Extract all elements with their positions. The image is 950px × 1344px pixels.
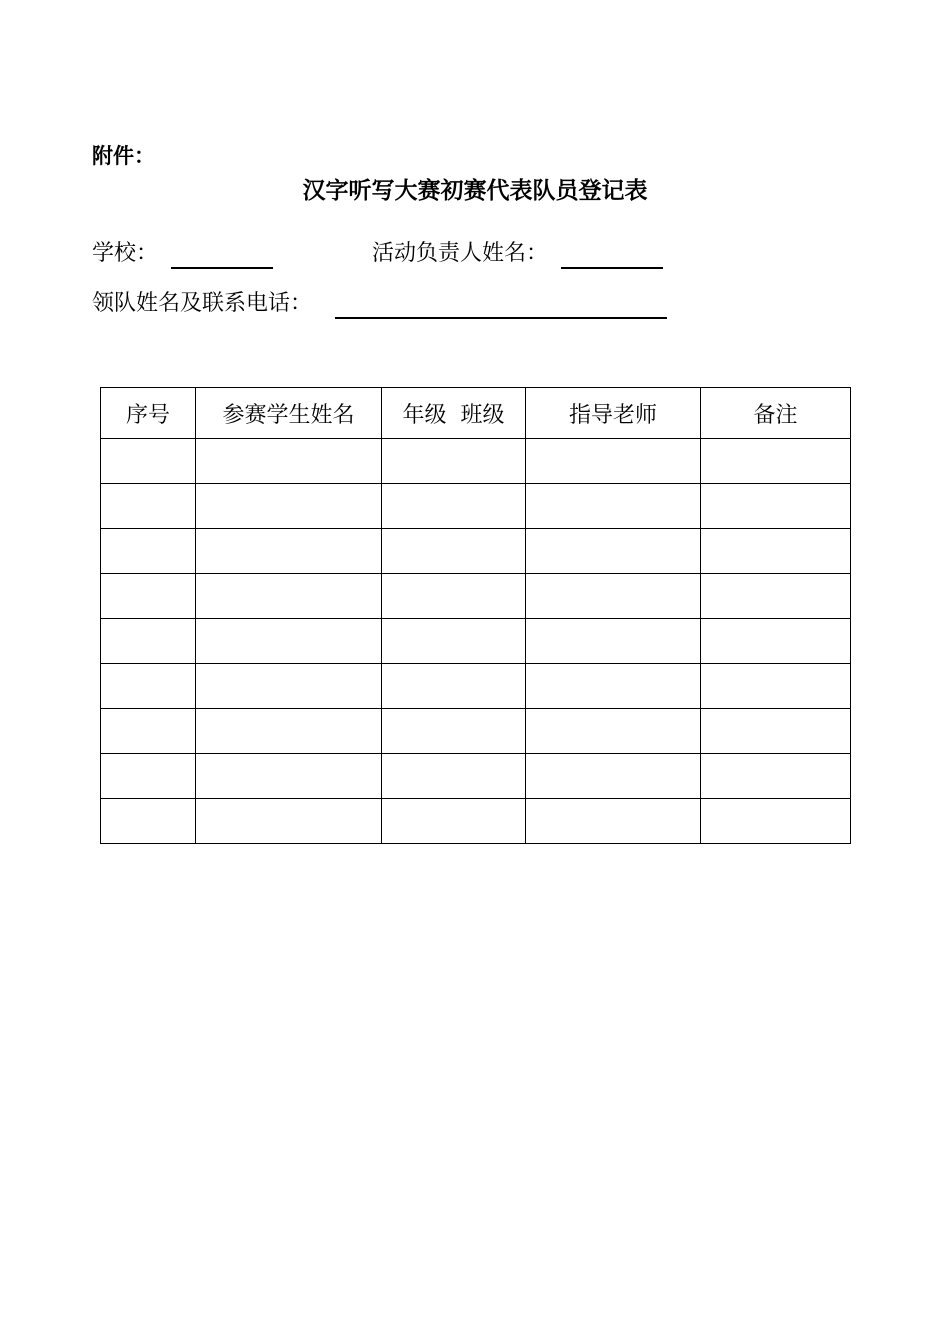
table-cell[interactable] bbox=[196, 799, 382, 844]
school-field bbox=[92, 239, 273, 269]
table-cell[interactable] bbox=[701, 799, 851, 844]
team-leader-contact-blank-line[interactable] bbox=[335, 292, 667, 319]
table-header-row bbox=[101, 388, 851, 439]
column-header-number: 序号 bbox=[101, 388, 196, 439]
table-cell[interactable] bbox=[526, 619, 701, 664]
table-cell[interactable] bbox=[101, 709, 196, 754]
table-cell[interactable] bbox=[701, 754, 851, 799]
team-leader-contact-label: 领队姓名及联系电话： bbox=[92, 291, 313, 316]
table-cell[interactable] bbox=[382, 439, 526, 484]
table-cell[interactable] bbox=[196, 574, 382, 619]
table-cell[interactable] bbox=[101, 529, 196, 574]
table-cell[interactable] bbox=[526, 439, 701, 484]
table-row bbox=[101, 439, 851, 484]
table-cell[interactable] bbox=[101, 484, 196, 529]
table-cell[interactable] bbox=[196, 664, 382, 709]
table-cell[interactable] bbox=[382, 484, 526, 529]
school-label: 学校： bbox=[92, 241, 159, 266]
activity-leader-label: 活动负责人姓名： bbox=[372, 241, 549, 266]
table-row bbox=[101, 529, 851, 574]
table-cell[interactable] bbox=[382, 709, 526, 754]
table-row bbox=[101, 709, 851, 754]
table-cell[interactable] bbox=[382, 799, 526, 844]
table-row bbox=[101, 664, 851, 709]
table-cell[interactable] bbox=[196, 709, 382, 754]
table-cell[interactable] bbox=[101, 574, 196, 619]
table-row bbox=[101, 574, 851, 619]
table-cell[interactable] bbox=[701, 529, 851, 574]
attachment-label: 附件： bbox=[92, 144, 155, 168]
table-cell[interactable] bbox=[526, 529, 701, 574]
table-row bbox=[101, 754, 851, 799]
activity-leader-field bbox=[372, 239, 663, 269]
table-cell[interactable] bbox=[526, 799, 701, 844]
column-header-student-name: 参赛学生姓名 bbox=[196, 388, 382, 439]
table-cell[interactable] bbox=[196, 754, 382, 799]
table-cell[interactable] bbox=[382, 664, 526, 709]
table-cell[interactable] bbox=[101, 439, 196, 484]
table-cell[interactable] bbox=[101, 619, 196, 664]
table-cell[interactable] bbox=[701, 439, 851, 484]
table-cell[interactable] bbox=[382, 619, 526, 664]
table-cell[interactable] bbox=[526, 754, 701, 799]
table-cell[interactable] bbox=[101, 799, 196, 844]
table-cell[interactable] bbox=[701, 664, 851, 709]
table-cell[interactable] bbox=[382, 754, 526, 799]
table-cell[interactable] bbox=[382, 529, 526, 574]
registration-table bbox=[100, 387, 851, 844]
document-title: 汉字听写大赛初赛代表队员登记表 bbox=[302, 178, 648, 204]
table-row bbox=[101, 484, 851, 529]
column-header-instructor: 指导老师 bbox=[526, 388, 701, 439]
team-leader-contact-field bbox=[92, 289, 667, 319]
table-cell[interactable] bbox=[526, 709, 701, 754]
table-cell[interactable] bbox=[526, 574, 701, 619]
column-header-remarks: 备注 bbox=[701, 388, 851, 439]
table-cell[interactable] bbox=[196, 439, 382, 484]
table-cell[interactable] bbox=[526, 664, 701, 709]
table-cell[interactable] bbox=[101, 754, 196, 799]
table-cell[interactable] bbox=[196, 619, 382, 664]
table-cell[interactable] bbox=[701, 574, 851, 619]
table-cell[interactable] bbox=[526, 484, 701, 529]
activity-leader-blank-line[interactable] bbox=[561, 242, 663, 269]
table-row bbox=[101, 619, 851, 664]
table-row bbox=[101, 799, 851, 844]
table-cell[interactable] bbox=[701, 484, 851, 529]
column-header-grade-class: 年级 班级 bbox=[382, 388, 526, 439]
table-cell[interactable] bbox=[701, 709, 851, 754]
table-cell[interactable] bbox=[101, 664, 196, 709]
table-cell[interactable] bbox=[382, 574, 526, 619]
school-blank-line[interactable] bbox=[171, 242, 273, 269]
table-cell[interactable] bbox=[196, 484, 382, 529]
table-cell[interactable] bbox=[701, 619, 851, 664]
table-cell[interactable] bbox=[196, 529, 382, 574]
